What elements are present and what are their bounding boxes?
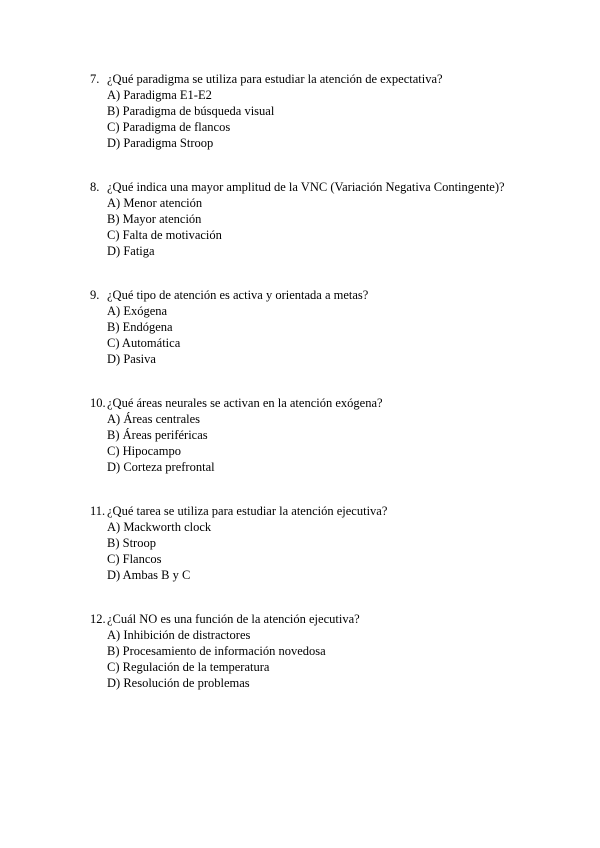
- question-text: ¿Qué tipo de atención es activa y orientada a metas?: [107, 288, 369, 302]
- question-line: [90, 611, 570, 627]
- question-text: ¿Qué paradigma se utiliza para estudiar la atención de expectativa?: [107, 72, 443, 86]
- option-b: B) Paradigma de búsqueda visual: [107, 104, 275, 118]
- option-c: C) Hipocampo: [107, 444, 181, 458]
- question-9: [90, 287, 570, 367]
- option-list: [90, 195, 570, 259]
- option-a: A) Inhibición de distractores: [107, 628, 251, 642]
- option-c: C) Regulación de la temperatura: [107, 660, 270, 674]
- option-a: A) Mackworth clock: [107, 520, 212, 534]
- option-list: [90, 87, 570, 151]
- option-b: B) Procesamiento de información novedosa: [107, 644, 326, 658]
- question-text: ¿Cuál NO es una función de la atención ejecutiva?: [107, 612, 360, 626]
- question-number: 7.: [90, 72, 100, 86]
- question-text: ¿Qué indica una mayor amplitud de la VNC (Variación Negativa Contingente)?: [107, 180, 505, 194]
- option-d: D) Paradigma Stroop: [107, 136, 214, 150]
- option-d: D) Resolución de problemas: [107, 676, 250, 690]
- question-12: [90, 611, 570, 691]
- option-b: B) Endógena: [107, 320, 173, 334]
- question-line: [90, 503, 570, 519]
- option-c: C) Flancos: [107, 552, 162, 566]
- option-list: [90, 627, 570, 691]
- question-number: 11.: [90, 504, 106, 518]
- option-a: A) Áreas centrales: [107, 412, 201, 426]
- question-number: 12.: [90, 612, 106, 626]
- option-d: D) Ambas B y C: [107, 568, 191, 582]
- question-line: [90, 71, 570, 87]
- question-number: 8.: [90, 180, 100, 194]
- question-number: 10.: [90, 396, 106, 410]
- question-11: [90, 503, 570, 583]
- question-7: [90, 71, 570, 151]
- option-list: [90, 519, 570, 583]
- question-number: 9.: [90, 288, 100, 302]
- option-c: C) Falta de motivación: [107, 228, 222, 242]
- question-8: [90, 179, 570, 259]
- option-b: B) Áreas periféricas: [107, 428, 208, 442]
- question-line: [90, 395, 570, 411]
- option-b: B) Stroop: [107, 536, 156, 550]
- option-a: A) Paradigma E1-E2: [107, 88, 212, 102]
- option-list: [90, 411, 570, 475]
- question-text: ¿Qué áreas neurales se activan en la atención exógena?: [107, 396, 383, 410]
- option-d: D) Fatiga: [107, 244, 155, 258]
- option-c: C) Paradigma de flancos: [107, 120, 231, 134]
- option-d: D) Corteza prefrontal: [107, 460, 215, 474]
- option-list: [90, 303, 570, 367]
- option-a: A) Menor atención: [107, 196, 203, 210]
- question-line: [90, 287, 570, 303]
- question-10: [90, 395, 570, 475]
- option-c: C) Automática: [107, 336, 181, 350]
- option-a: A) Exógena: [107, 304, 168, 318]
- option-b: B) Mayor atención: [107, 212, 202, 226]
- option-d: D) Pasiva: [107, 352, 156, 366]
- question-line: [90, 179, 570, 195]
- question-text: ¿Qué tarea se utiliza para estudiar la atención ejecutiva?: [107, 504, 388, 518]
